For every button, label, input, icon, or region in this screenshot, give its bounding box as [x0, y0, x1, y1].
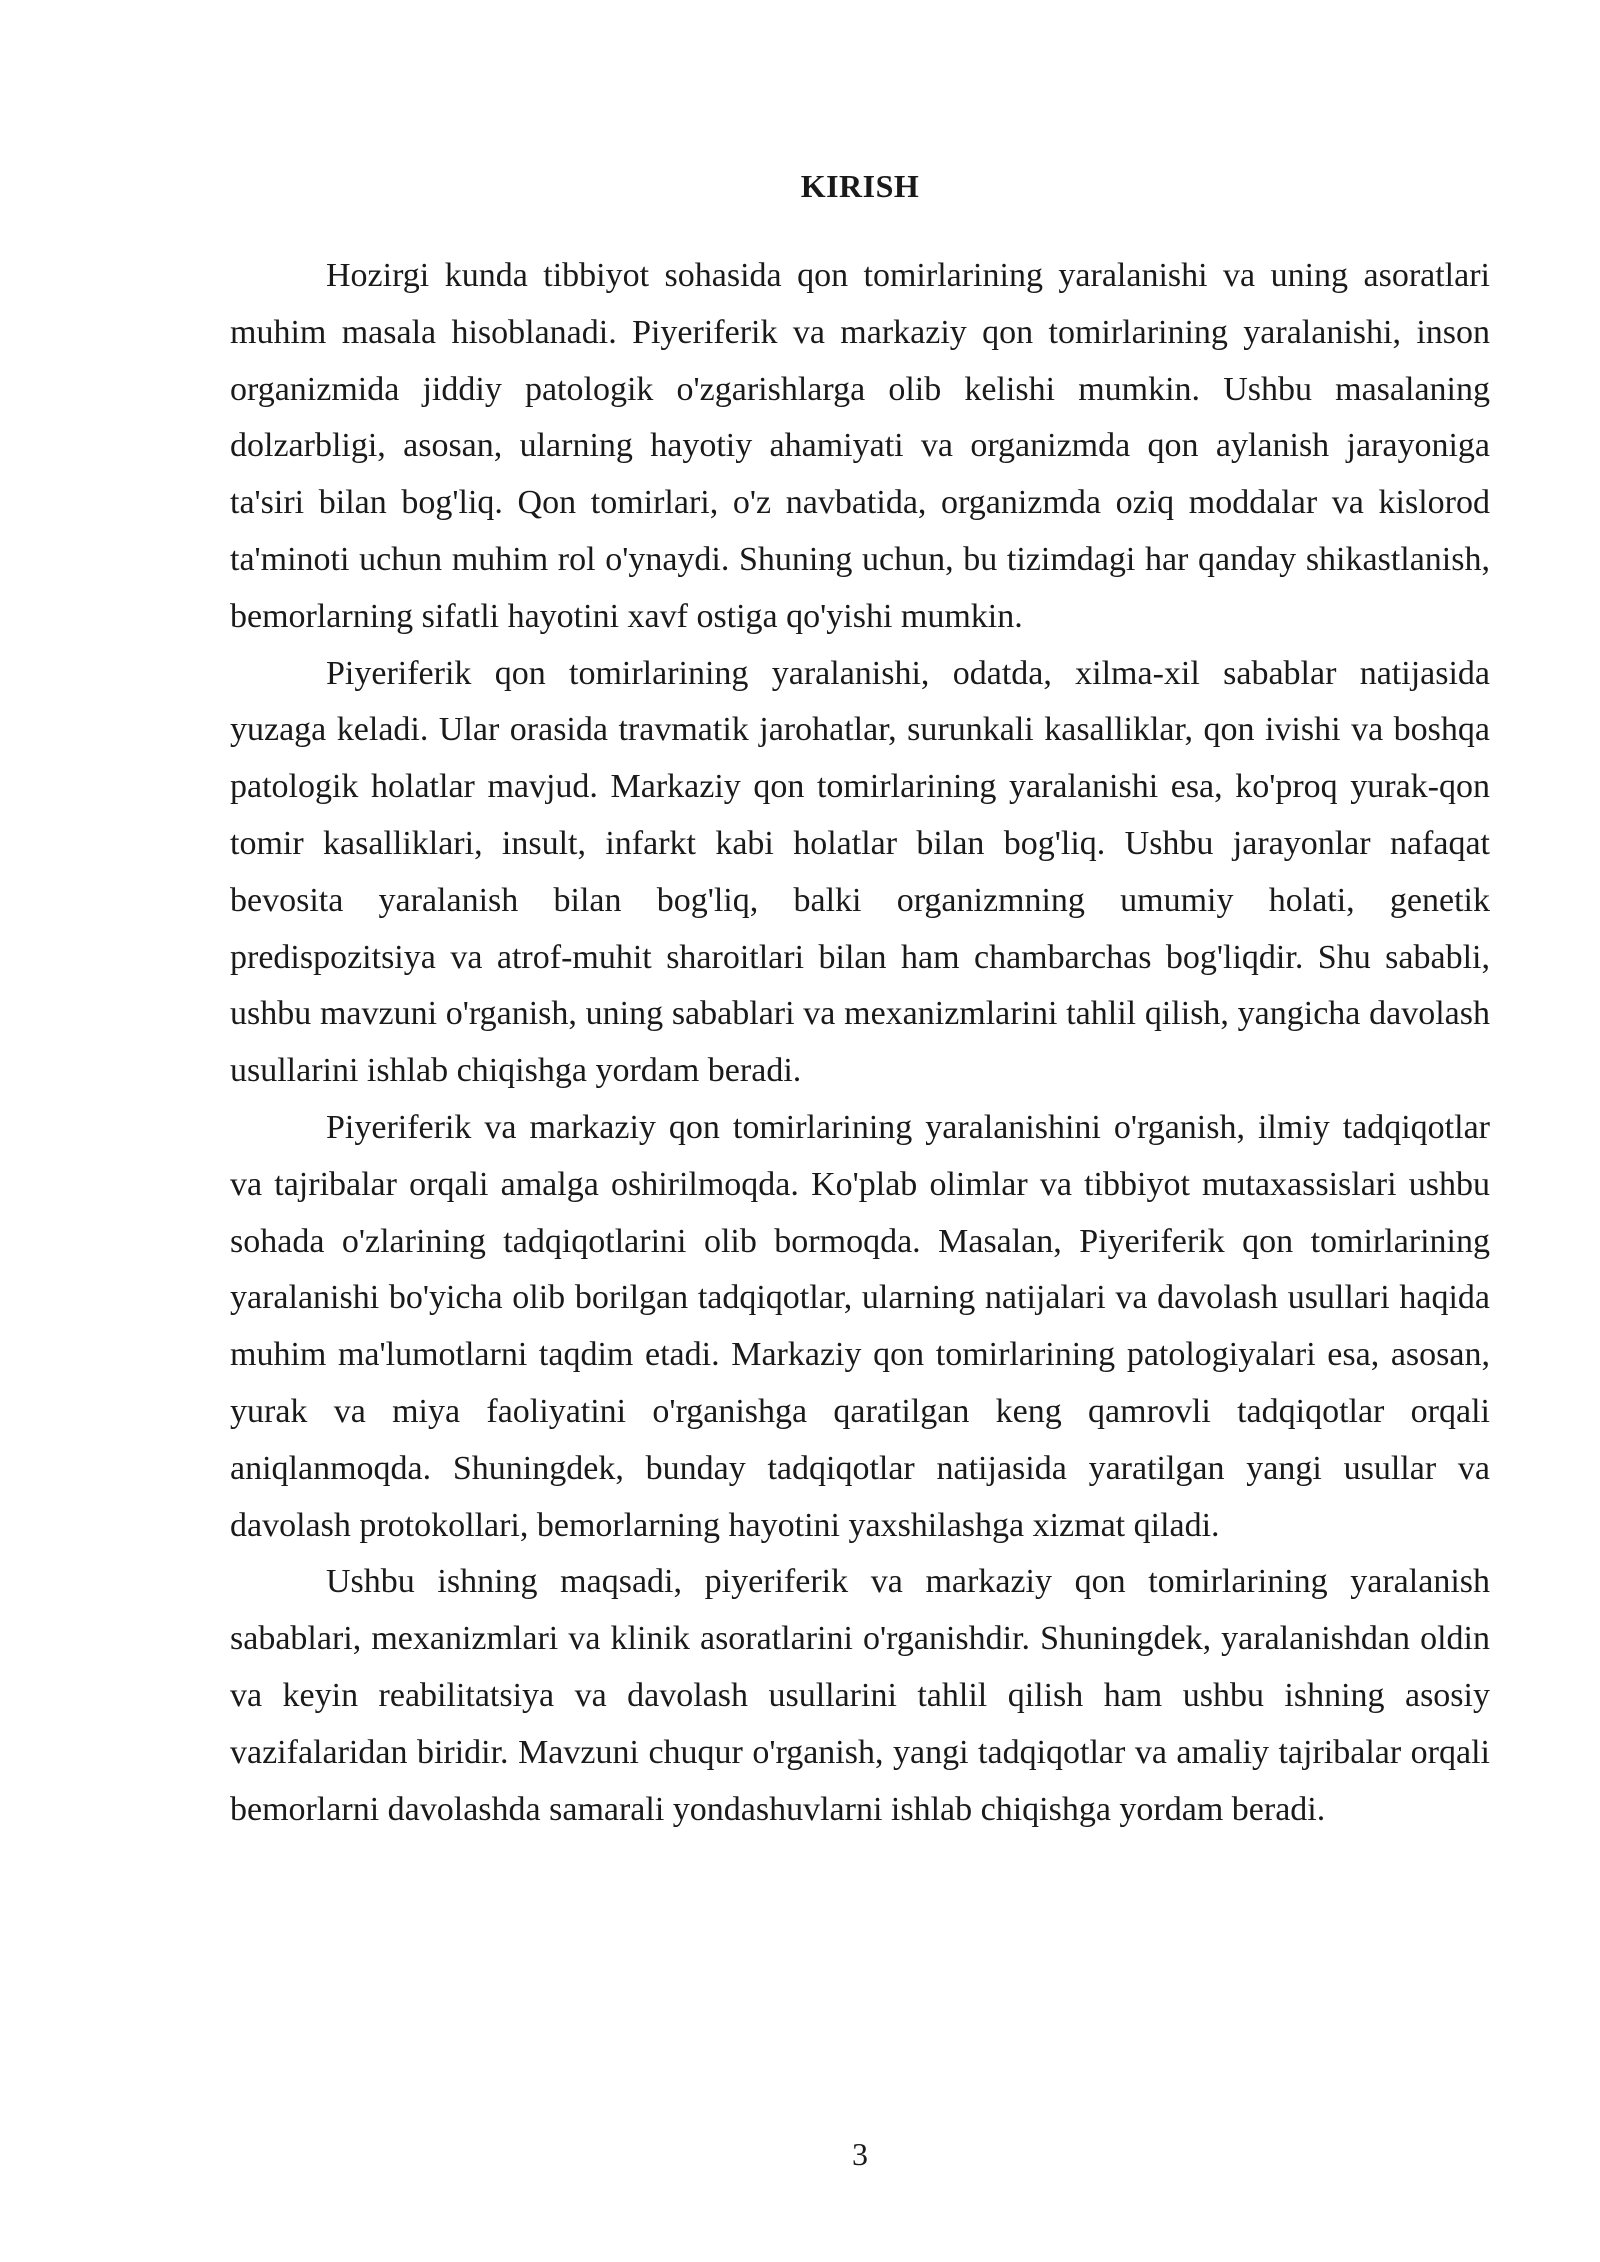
paragraph-3: Piyeriferik va markaziy qon tomirlarining yaralanishini o'rganish, ilmiy tadqiqotlar va tajribalar orqali amalga oshirilmoqda. Ko'plab olimlar va tibbiyot mutaxassislari ushbu sohada o'zlarining tadqiqotlarini olib bormoqda. Masalan, Piyeriferik qon tomirlarining yaralanishi bo'yicha olib borilgan tadqiqotlar, ularning natijalari va davolash usullari haqida muhim ma'lumotlarni taqdim etadi. Markaziy qon tomirlarining patologiyalari esa, asosan, yurak va miya faoliyatini o'rganishga qaratilgan keng qamrovli tadqiqotlar orqali aniqlanmoqda. Shuningdek, bunday tadqiqotlar natijasida yaratilgan yangi usullar va davolash protokollari, bemorlarning hayotini yaxshilashga xizmat qiladi. — [230, 1108, 1490, 1544]
paragraph-1: Hozirgi kunda tibbiyot sohasida qon tomirlarining yaralanishi va uning asoratlari muhim masala hisoblanadi. Piyeriferik va markaziy qon tomirlarining yaralanishi, inson organizmida jiddiy patologik o'zgarishlarga olib kelishi mumkin. Ushbu masalaning dolzarbligi, asosan, ularning hayotiy ahamiyati va organizmda qon aylanish jarayoniga ta'siri bilan bog'liq. Qon tomirlari, o'z navbatida, organizmda oziq moddalar va kislorod ta'minoti uchun muhim rol o'ynaydi. Shuning uchun, bu tizimdagi har qanday shikastlanish, bemorlarning sifatli hayotini xavf ostiga qo'yishi mumkin. — [230, 257, 1490, 635]
paragraph-4: Ushbu ishning maqsadi, piyeriferik va markaziy qon tomirlarining yaralanish sabablari, mexanizmlari va klinik asoratlarini o'rganishdir. Shuningdek, yaralanishdan oldin va keyin reabilitatsiya va davolash usullarini tahlil qilish ham ushbu ishning asosiy vazifalaridan biridir. Mavzuni chuqur o'rganish, yangi tadqiqotlar va amaliy tajribalar orqali bemorlarni davolashda samarali yondashuvlarni ishlab chiqishga yordam beradi. — [230, 1563, 1490, 1828]
page-number: 3 — [852, 2136, 868, 2172]
page-title: KIRISH — [800, 168, 920, 204]
paragraph-2: Piyeriferik qon tomirlarining yaralanishi, odatda, xilma-xil sabablar natijasida yuzaga keladi. Ular orasida travmatik jarohatlar, surunkali kasalliklar, qon ivishi va boshqa patologik holatlar mavjud. Markaziy qon tomirlarining yaralanishi esa, ko'proq yurak-qon tomir kasalliklari, insult, infarkt kabi holatlar bilan bog'liq. Ushbu jarayonlar nafaqat bevosita yaralanish bilan bog'liq, balki organizmning umumiy holati, genetik predispozitsiya va atrof-muhit sharoitlari bilan ham chambarchas bog'liqdir. Shu sababli, ushbu mavzuni o'rganish, uning sabablari va mexanizmlarini tahlil qilish, yangicha davolash usullarini ishlab chiqishga yordam beradi. — [230, 654, 1490, 1090]
body-text — [230, 248, 1490, 1838]
